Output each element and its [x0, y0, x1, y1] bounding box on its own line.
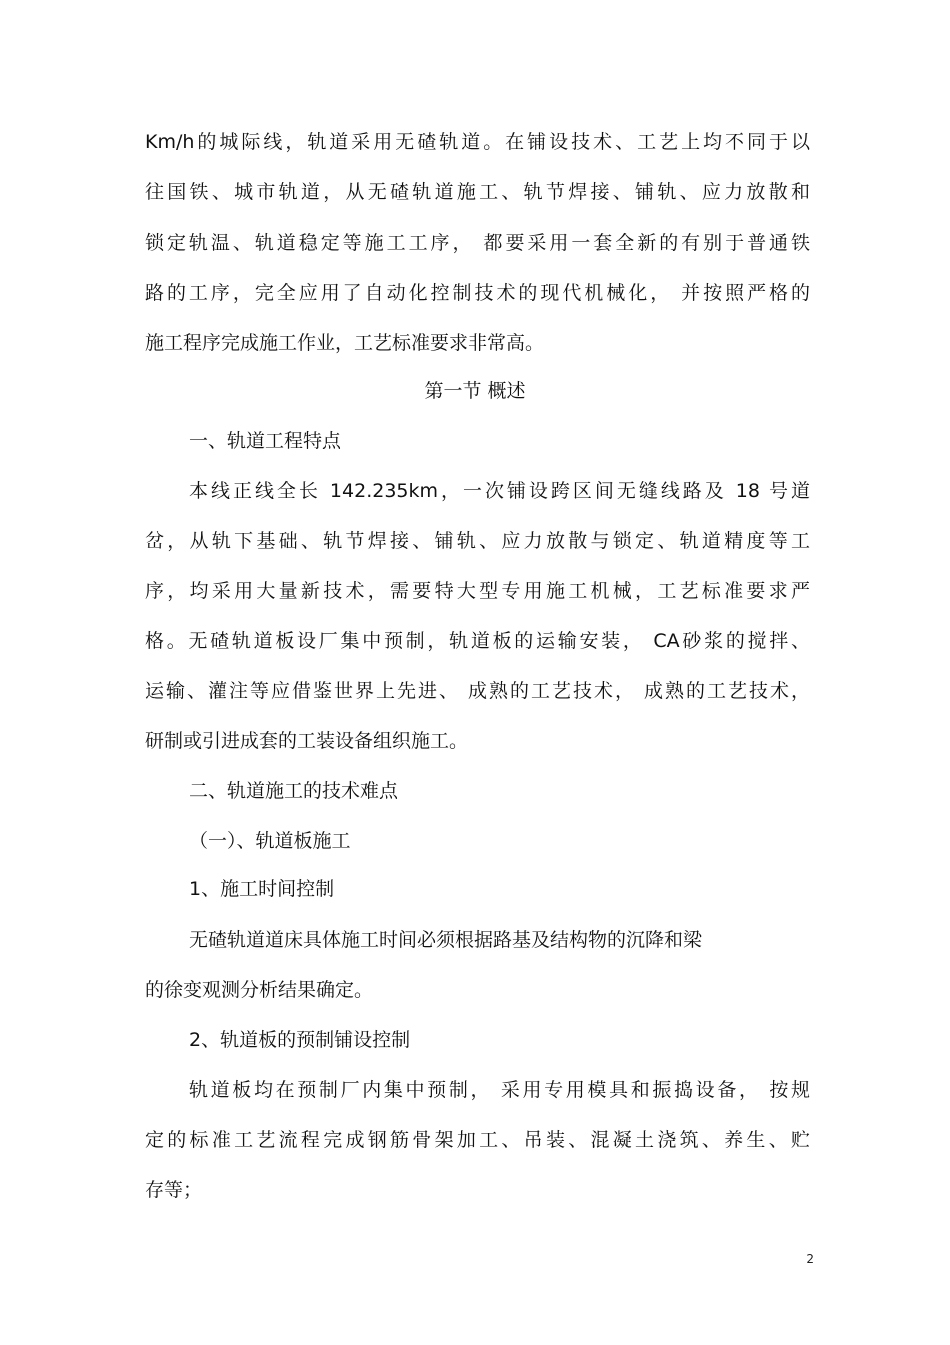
- item-title: 1、施工时间控制: [189, 878, 335, 900]
- paragraph-line: 往国铁、城市轨道，从无碴轨道施工、轨节焊接、铺轨、应力放散和: [145, 181, 810, 203]
- paragraph-line: 施工程序完成施工作业，工艺标准要求非常高。: [145, 332, 545, 354]
- paragraph-line: 无碴轨道道床具体施工时间必须根据路基及结构物的沉降和梁: [189, 929, 703, 951]
- paragraph-line: 岔，从轨下基础、轨节焊接、铺轨、应力放散与锁定、轨道精度等工: [145, 530, 810, 552]
- page-number: 2: [806, 1252, 814, 1266]
- paragraph-line: 格。无碴轨道板设厂集中预制，轨道板的运输安装， CA砂浆的搅拌、: [145, 630, 810, 652]
- paragraph-line: 序，均采用大量新技术，需要特大型专用施工机械，工艺标准要求严: [145, 580, 810, 602]
- paragraph-line: 定的标准工艺流程完成钢筋骨架加工、吊装、混凝土浇筑、养生、贮: [145, 1129, 810, 1151]
- paragraph-line: 锁定轨温、轨道稳定等施工工序， 都要采用一套全新的有别于普通铁: [145, 232, 810, 254]
- paragraph-line: 本线正线全长 142.235km，一次铺设跨区间无缝线路及 18 号道: [189, 480, 810, 502]
- paragraph-line: 的徐变观测分析结果确定。: [145, 979, 374, 1001]
- section-heading: 二、轨道施工的技术难点: [189, 780, 399, 802]
- paragraph-line: 路的工序，完全应用了自动化控制技术的现代机械化， 并按照严格的: [145, 282, 810, 304]
- paragraph-line: 研制或引进成套的工装设备组织施工。: [145, 730, 469, 752]
- section-title: 第一节 概述: [424, 380, 526, 402]
- paragraph-line: 轨道板均在预制厂内集中预制， 采用专用模具和振捣设备， 按规: [189, 1079, 810, 1101]
- paragraph-line: Km/h的城际线，轨道采用无碴轨道。在铺设技术、工艺上均不同于以: [145, 131, 810, 153]
- subheading: （一）、轨道板施工: [189, 830, 351, 852]
- paragraph-line: 运输、灌注等应借鉴世界上先进、 成熟的工艺技术， 成熟的工艺技术，: [145, 680, 810, 702]
- section-heading: 一、轨道工程特点: [189, 430, 342, 452]
- paragraph-line: 存等；: [145, 1179, 203, 1201]
- item-title: 2、轨道板的预制铺设控制: [189, 1029, 411, 1051]
